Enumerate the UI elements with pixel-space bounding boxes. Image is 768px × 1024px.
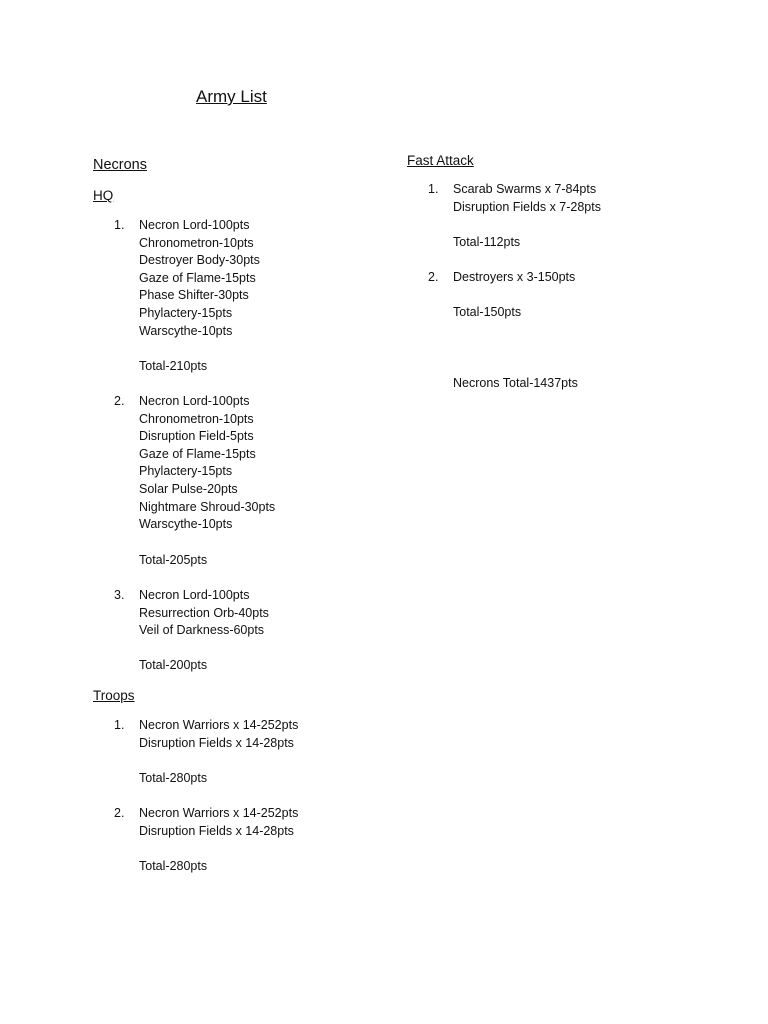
hq-entry-1 xyxy=(114,217,260,340)
fast-attack-entry-1 xyxy=(428,181,601,216)
document-title: Army List xyxy=(196,87,267,106)
fast-attack-entry-2 xyxy=(428,269,576,287)
list-item: Phylactery-15pts xyxy=(139,305,233,320)
list-item: Warscythe-10pts xyxy=(139,517,233,532)
list-item: Destroyer Body-30pts xyxy=(139,253,260,268)
troops-entry-2 xyxy=(114,805,299,840)
troops-heading: Troops xyxy=(93,688,135,703)
list-number: 1. xyxy=(114,718,125,732)
list-item: Warscythe-10pts xyxy=(139,323,233,338)
list-item: Resurrection Orb-40pts xyxy=(139,605,269,620)
list-number: 2. xyxy=(428,270,439,284)
list-item: Phylactery-15pts xyxy=(139,464,233,479)
troops-entry-2-total: Total-280pts xyxy=(139,859,208,873)
hq-heading: HQ xyxy=(93,188,114,203)
list-number: 3. xyxy=(114,588,125,602)
list-item: Necron Lord-100pts xyxy=(139,394,250,408)
list-item: Nightmare Shroud-30pts xyxy=(139,499,276,514)
list-item: Necron Warriors x 14-252pts xyxy=(139,806,299,820)
hq-entry-3 xyxy=(114,587,269,640)
fast-attack-entry-1-total: Total-112pts xyxy=(453,235,521,249)
hq-entry-1-total: Total-210pts xyxy=(139,359,208,373)
grand-total: Necrons Total-1437pts xyxy=(453,376,578,390)
list-item: Gaze of Flame-15pts xyxy=(139,270,256,285)
fast-attack-heading: Fast Attack xyxy=(407,153,474,168)
list-item: Chronometron-10pts xyxy=(139,235,254,250)
troops-entry-1 xyxy=(114,717,299,752)
list-number: 1. xyxy=(114,218,125,232)
list-item: Phase Shifter-30pts xyxy=(139,288,249,303)
hq-entry-3-total: Total-200pts xyxy=(139,658,208,672)
list-item: Scarab Swarms x 7-84pts xyxy=(453,182,597,196)
hq-entry-2-total: Total-205pts xyxy=(139,553,208,567)
list-item: Chronometron-10pts xyxy=(139,411,254,426)
list-item: Destroyers x 3-150pts xyxy=(453,270,576,284)
fast-attack-entry-2-total: Total-150pts xyxy=(453,305,522,319)
troops-entry-1-total: Total-280pts xyxy=(139,771,208,785)
list-item: Veil of Darkness-60pts xyxy=(139,623,265,638)
list-item: Disruption Fields x 7-28pts xyxy=(453,199,601,214)
list-item: Necron Lord-100pts xyxy=(139,218,250,232)
list-number: 2. xyxy=(114,806,125,820)
list-item: Disruption Fields x 14-28pts xyxy=(139,823,294,838)
list-item: Disruption Fields x 14-28pts xyxy=(139,735,294,750)
list-item: Necron Lord-100pts xyxy=(139,588,250,602)
faction-heading: Necrons xyxy=(93,157,147,173)
list-number: 2. xyxy=(114,394,125,408)
hq-entry-2 xyxy=(114,393,276,534)
list-item: Gaze of Flame-15pts xyxy=(139,446,256,461)
list-item: Necron Warriors x 14-252pts xyxy=(139,718,299,732)
list-number: 1. xyxy=(428,182,439,196)
list-item: Disruption Field-5pts xyxy=(139,429,254,444)
list-item: Solar Pulse-20pts xyxy=(139,481,238,496)
